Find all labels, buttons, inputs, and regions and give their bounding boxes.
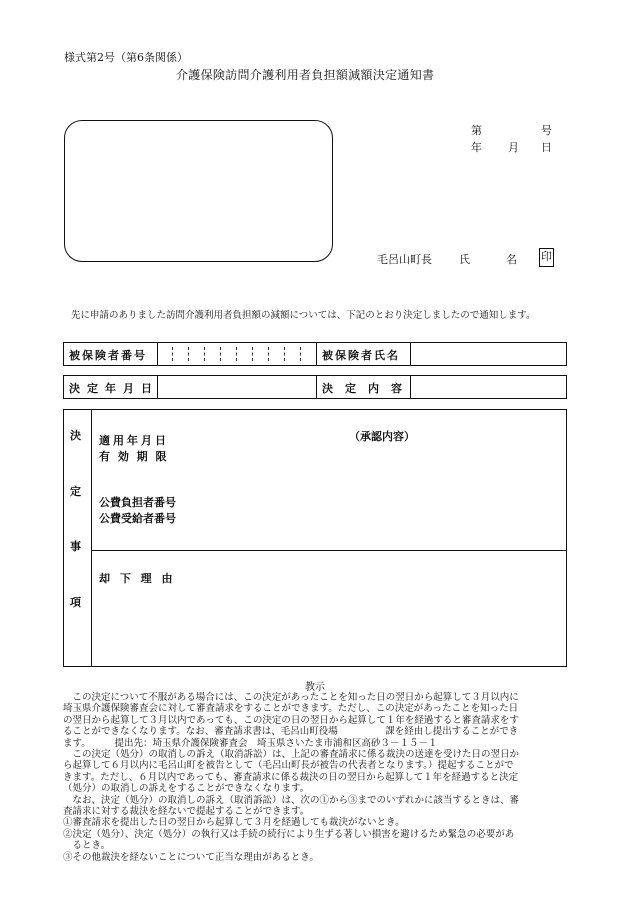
notice-line: 埼玉県介護保険審査会に対して審査請求をすることができます。ただし、この決定があったことを知った日 [63, 703, 519, 715]
number-suffix: 号 [541, 124, 552, 137]
divider [157, 376, 158, 398]
divider [91, 410, 92, 666]
intro-text: 先に申請のありました訪問介護利用者負担額の減額については、下記のとおり決定しましたので通知します。 [71, 310, 536, 321]
divider [316, 376, 317, 398]
document-title: 介護保険訪問介護利用者負担額減額決定通知書 [176, 68, 435, 82]
notice-line: ①審査請求を提出した日の翌日から起算して３月を経過しても裁決がないとき。 [63, 817, 405, 829]
notice-line: なお、決定（処分）の取消しの訴え（取消訴訟）は、次の①から③までのいずれかに該当するときは、審 [63, 794, 520, 806]
valid-period-label: 有 効 期 限 [99, 450, 169, 463]
issuer-mei: 名 [506, 253, 517, 266]
digit-divider [252, 347, 253, 361]
notice-line: ら起算して６月以内に毛呂山町を被告として（毛呂山町長が被告の代表者となります。）提起することがで [63, 760, 514, 772]
notice-line: ③その他裁決を経ないことについて正当な理由があるとき。 [63, 851, 319, 863]
divider [157, 343, 158, 365]
notice-line: この決定（処分）の取消しの訴え（取消訴訟）は、上記の審査請求に係る裁決の送達を受けた日の翌日か [63, 749, 520, 761]
side-char-4: 項 [70, 596, 81, 609]
divider [410, 343, 411, 365]
digit-divider [220, 347, 221, 361]
notice-line: ②決定（処分）、決定（処分）の執行又は手続の続行により生ずる著しい損害を避けるため緊急の必要があ [63, 828, 515, 840]
issuer-shi: 氏 [459, 253, 470, 266]
digit-divider [172, 347, 173, 361]
side-char-2: 定 [70, 485, 81, 498]
date-day: 日 [541, 141, 552, 154]
issuer-title: 毛呂山町長 [377, 253, 432, 266]
insured-number-label: 被保険者番号 [69, 349, 147, 362]
payer-number-label: 公費負担者番号 [99, 496, 176, 509]
insured-row [63, 342, 567, 366]
decision-row [63, 375, 567, 399]
notice-body [63, 692, 567, 863]
rejection-reason-label: 却 下 理 由 [99, 572, 176, 585]
notice-line: ます。 提出先：埼玉県介護保険審査会 埼玉県さいたま市浦和区高砂３－１５－１ [63, 737, 438, 749]
notice-line: の翌日から起算して３月以内であっても、この決定の日の翌日から起算して１年を経過すると審査請求をす [63, 714, 519, 726]
notice-line: 査請求に対する裁決を経ないで提起することができます。 [63, 806, 310, 818]
date-year: 年 [471, 141, 482, 154]
digit-divider [300, 347, 301, 361]
digit-divider [268, 347, 269, 361]
decision-content-label: 決定内容 [322, 382, 414, 395]
form-number: 様式第2号（第6条関係） [64, 51, 188, 64]
divider [410, 376, 411, 398]
number-prefix: 第 [471, 124, 482, 137]
approval-label: （承認内容） [349, 430, 415, 443]
notice-title: 教示 [305, 682, 325, 693]
divider [316, 343, 317, 365]
recipient-number-label: 公費受給者番号 [99, 512, 176, 525]
notice-line: ることができなくなります。なお、審査請求書は、毛呂山町役場 課を経由し提出することができ [63, 726, 519, 738]
date-month: 月 [508, 141, 519, 154]
decision-date-label: 決定年月日 [69, 382, 159, 395]
notice-line: この決定について不服がある場合には、この決定があったことを知った日の翌日から起算して３月以内に [63, 692, 519, 703]
notice-line: （処分）の取消しの訴えをすることができなくなります。 [63, 783, 310, 795]
notice-line: るとき。 [63, 840, 111, 852]
side-char-3: 事 [70, 540, 81, 553]
digit-divider [188, 347, 189, 361]
digit-divider [284, 347, 285, 361]
digit-divider [204, 347, 205, 361]
section-divider [92, 550, 566, 551]
seal-mark: 印 [539, 248, 554, 267]
side-char-1: 決 [70, 429, 81, 442]
digit-divider [236, 347, 237, 361]
decision-details-box [63, 409, 567, 667]
apply-date-label: 適用年月日 [99, 434, 169, 447]
address-window [64, 120, 333, 262]
insured-name-label: 被保険者氏名 [322, 349, 400, 362]
notice-line: きます。ただし、６月以内であっても、審査請求に係る裁決の日の翌日から起算して１年を経過すると決定 [63, 771, 519, 783]
